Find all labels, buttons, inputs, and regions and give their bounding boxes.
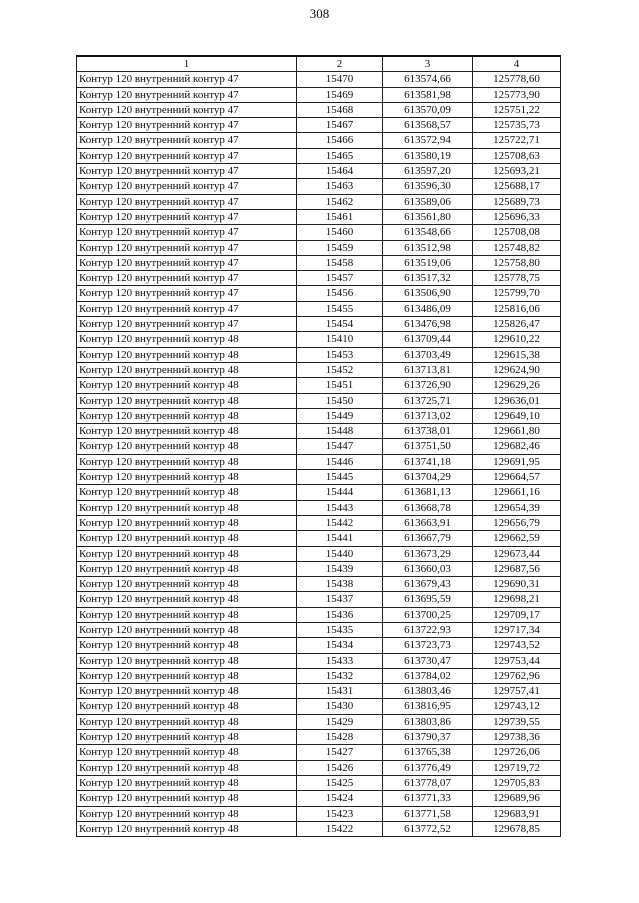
y-coordinate-cell: 129664,57 [473,470,561,485]
x-coordinate-cell: 613816,95 [383,699,473,714]
point-number-cell: 15449 [297,408,383,423]
x-coordinate-cell: 613561,80 [383,209,473,224]
table-row [77,745,561,760]
y-coordinate-cell: 129690,31 [473,577,561,592]
point-number-cell: 15448 [297,424,383,439]
point-number-cell: 15450 [297,393,383,408]
x-coordinate-cell: 613695,59 [383,592,473,607]
contour-name-cell: Контур 120 внутренний контур 48 [77,531,297,546]
table-row [77,148,561,163]
y-coordinate-cell: 129678,85 [473,821,561,836]
x-coordinate-cell: 613723,73 [383,638,473,653]
contour-name-cell: Контур 120 внутренний контур 47 [77,301,297,316]
x-coordinate-cell: 613679,43 [383,577,473,592]
point-number-cell: 15455 [297,301,383,316]
table-row [77,332,561,347]
contour-name-cell: Контур 120 внутренний контур 47 [77,286,297,301]
contour-name-cell: Контур 120 внутренний контур 48 [77,515,297,530]
contour-name-cell: Контур 120 внутренний контур 48 [77,408,297,423]
y-coordinate-cell: 129738,36 [473,730,561,745]
x-coordinate-cell: 613713,81 [383,362,473,377]
y-coordinate-cell: 129610,22 [473,332,561,347]
page-number: 308 [309,6,330,21]
x-coordinate-cell: 613589,06 [383,194,473,209]
point-number-cell: 15465 [297,148,383,163]
point-number-cell: 15440 [297,546,383,561]
x-coordinate-cell: 613778,07 [383,775,473,790]
contour-name-cell: Контур 120 внутренний контур 48 [77,577,297,592]
contour-name-cell: Контур 120 внутренний контур 48 [77,638,297,653]
x-coordinate-cell: 613772,52 [383,821,473,836]
y-coordinate-cell: 125826,47 [473,317,561,332]
contour-name-cell: Контур 120 внутренний контур 47 [77,164,297,179]
y-coordinate-cell: 125778,75 [473,271,561,286]
table-row [77,102,561,117]
x-coordinate-cell: 613784,02 [383,668,473,683]
point-number-cell: 15469 [297,87,383,102]
table-row [77,806,561,821]
x-coordinate-cell: 613730,47 [383,653,473,668]
table-row [77,347,561,362]
table-row [77,607,561,622]
contour-name-cell: Контур 120 внутренний контур 48 [77,821,297,836]
contour-name-cell: Контур 120 внутренний контур 48 [77,622,297,637]
contour-name-cell: Контур 120 внутренний контур 48 [77,775,297,790]
point-number-cell: 15432 [297,668,383,683]
x-coordinate-cell: 613700,25 [383,607,473,622]
y-coordinate-cell: 125689,73 [473,194,561,209]
x-coordinate-cell: 613776,49 [383,760,473,775]
contour-name-cell: Контур 120 внутренний контур 48 [77,347,297,362]
y-coordinate-cell: 125748,82 [473,240,561,255]
x-coordinate-cell: 613668,78 [383,500,473,515]
table-row [77,791,561,806]
table-row [77,118,561,133]
y-coordinate-cell: 129719,72 [473,760,561,775]
table-row [77,164,561,179]
point-number-cell: 15445 [297,470,383,485]
x-coordinate-cell: 613660,03 [383,561,473,576]
table-row [77,87,561,102]
contour-name-cell: Контур 120 внутренний контур 47 [77,148,297,163]
y-coordinate-cell: 125688,17 [473,179,561,194]
table-row [77,821,561,836]
y-coordinate-cell: 129629,26 [473,378,561,393]
point-number-cell: 15458 [297,255,383,270]
x-coordinate-cell: 613725,71 [383,393,473,408]
x-coordinate-cell: 613738,01 [383,424,473,439]
contour-name-cell: Контур 120 внутренний контур 48 [77,332,297,347]
point-number-cell: 15453 [297,347,383,362]
point-number-cell: 15422 [297,821,383,836]
x-coordinate-cell: 613486,09 [383,301,473,316]
x-coordinate-cell: 613580,19 [383,148,473,163]
contour-name-cell: Контур 120 внутренний контур 48 [77,439,297,454]
point-number-cell: 15426 [297,760,383,775]
point-number-cell: 15424 [297,791,383,806]
contour-name-cell: Контур 120 внутренний контур 48 [77,500,297,515]
table-row [77,638,561,653]
table-row [77,194,561,209]
table-row [77,714,561,729]
x-coordinate-cell: 613663,91 [383,515,473,530]
y-coordinate-cell: 129654,39 [473,500,561,515]
y-coordinate-cell: 129705,83 [473,775,561,790]
header-col-1: 1 [77,56,297,72]
point-number-cell: 15433 [297,653,383,668]
point-number-cell: 15444 [297,485,383,500]
y-coordinate-cell: 129757,41 [473,684,561,699]
table-row [77,454,561,469]
y-coordinate-cell: 129636,01 [473,393,561,408]
header-col-3: 3 [383,56,473,72]
header-col-4: 4 [473,56,561,72]
point-number-cell: 15437 [297,592,383,607]
table-row [77,209,561,224]
y-coordinate-cell: 129726,06 [473,745,561,760]
contour-name-cell: Контур 120 внутренний контур 48 [77,454,297,469]
table-row [77,730,561,745]
contour-name-cell: Контур 120 внутренний контур 48 [77,362,297,377]
point-number-cell: 15430 [297,699,383,714]
point-number-cell: 15438 [297,577,383,592]
table-row [77,760,561,775]
contour-name-cell: Контур 120 внутренний контур 47 [77,240,297,255]
contour-name-cell: Контур 120 внутренний контур 48 [77,424,297,439]
contour-name-cell: Контур 120 внутренний контур 47 [77,194,297,209]
x-coordinate-cell: 613570,09 [383,102,473,117]
x-coordinate-cell: 613751,50 [383,439,473,454]
header-col-2: 2 [297,56,383,72]
x-coordinate-cell: 613506,90 [383,286,473,301]
x-coordinate-cell: 613568,57 [383,118,473,133]
y-coordinate-cell: 129673,44 [473,546,561,561]
table-row [77,653,561,668]
y-coordinate-cell: 129624,90 [473,362,561,377]
point-number-cell: 15468 [297,102,383,117]
y-coordinate-cell: 129682,46 [473,439,561,454]
table-row [77,286,561,301]
y-coordinate-cell: 125773,90 [473,87,561,102]
y-coordinate-cell: 129698,21 [473,592,561,607]
y-coordinate-cell: 129739,55 [473,714,561,729]
point-number-cell: 15452 [297,362,383,377]
table-header-row [77,56,561,72]
table-row [77,500,561,515]
y-coordinate-cell: 125758,80 [473,255,561,270]
x-coordinate-cell: 613519,06 [383,255,473,270]
point-number-cell: 15410 [297,332,383,347]
y-coordinate-cell: 125722,71 [473,133,561,148]
y-coordinate-cell: 129709,17 [473,607,561,622]
x-coordinate-cell: 613581,98 [383,87,473,102]
x-coordinate-cell: 613667,79 [383,531,473,546]
table-row [77,317,561,332]
y-coordinate-cell: 125696,33 [473,209,561,224]
y-coordinate-cell: 129661,80 [473,424,561,439]
table-row [77,225,561,240]
table-row [77,424,561,439]
contour-name-cell: Контур 120 внутренний контур 47 [77,118,297,133]
x-coordinate-cell: 613597,20 [383,164,473,179]
contour-name-cell: Контур 120 внутренний контур 47 [77,102,297,117]
table-row [77,546,561,561]
table-row [77,179,561,194]
point-number-cell: 15435 [297,622,383,637]
point-number-cell: 15423 [297,806,383,821]
contour-name-cell: Контур 120 внутренний контур 47 [77,133,297,148]
point-number-cell: 15429 [297,714,383,729]
table-row [77,133,561,148]
table-row [77,531,561,546]
table-row [77,592,561,607]
point-number-cell: 15431 [297,684,383,699]
contour-name-cell: Контур 120 внутренний контур 47 [77,87,297,102]
y-coordinate-cell: 129691,95 [473,454,561,469]
table-body [77,72,561,837]
x-coordinate-cell: 613681,13 [383,485,473,500]
contour-name-cell: Контур 120 внутренний контур 48 [77,760,297,775]
contour-name-cell: Контур 120 внутренний контур 48 [77,745,297,760]
x-coordinate-cell: 613803,46 [383,684,473,699]
point-number-cell: 15463 [297,179,383,194]
y-coordinate-cell: 129743,12 [473,699,561,714]
point-number-cell: 15447 [297,439,383,454]
point-number-cell: 15457 [297,271,383,286]
y-coordinate-cell: 125778,60 [473,72,561,87]
contour-name-cell: Контур 120 внутренний контур 47 [77,179,297,194]
x-coordinate-cell: 613741,18 [383,454,473,469]
contour-name-cell: Контур 120 внутренний контур 48 [77,546,297,561]
y-coordinate-cell: 125816,06 [473,301,561,316]
point-number-cell: 15439 [297,561,383,576]
table-row [77,668,561,683]
x-coordinate-cell: 613512,98 [383,240,473,255]
y-coordinate-cell: 129743,52 [473,638,561,653]
point-number-cell: 15460 [297,225,383,240]
y-coordinate-cell: 129683,91 [473,806,561,821]
contour-name-cell: Контур 120 внутренний контур 48 [77,668,297,683]
point-number-cell: 15451 [297,378,383,393]
contour-name-cell: Контур 120 внутренний контур 48 [77,791,297,806]
contour-name-cell: Контур 120 внутренний контур 47 [77,255,297,270]
table-row [77,72,561,87]
table-row [77,255,561,270]
point-number-cell: 15436 [297,607,383,622]
point-number-cell: 15459 [297,240,383,255]
y-coordinate-cell: 129615,38 [473,347,561,362]
y-coordinate-cell: 125693,21 [473,164,561,179]
y-coordinate-cell: 129661,16 [473,485,561,500]
table-row [77,561,561,576]
point-number-cell: 15434 [297,638,383,653]
contour-name-cell: Контур 120 внутренний контур 47 [77,271,297,286]
y-coordinate-cell: 129762,96 [473,668,561,683]
table-row [77,408,561,423]
contour-name-cell: Контур 120 внутренний контур 48 [77,470,297,485]
contour-name-cell: Контур 120 внутренний контур 48 [77,607,297,622]
point-number-cell: 15454 [297,317,383,332]
point-number-cell: 15427 [297,745,383,760]
x-coordinate-cell: 613726,90 [383,378,473,393]
table-row [77,378,561,393]
x-coordinate-cell: 613790,37 [383,730,473,745]
x-coordinate-cell: 613713,02 [383,408,473,423]
table-row [77,439,561,454]
contour-name-cell: Контур 120 внутренний контур 48 [77,730,297,745]
x-coordinate-cell: 613771,58 [383,806,473,821]
contour-name-cell: Контур 120 внутренний контур 47 [77,209,297,224]
y-coordinate-cell: 129662,59 [473,531,561,546]
table-row [77,699,561,714]
x-coordinate-cell: 613704,29 [383,470,473,485]
x-coordinate-cell: 613596,30 [383,179,473,194]
x-coordinate-cell: 613673,29 [383,546,473,561]
y-coordinate-cell: 129656,79 [473,515,561,530]
y-coordinate-cell: 129753,44 [473,653,561,668]
table-row [77,301,561,316]
y-coordinate-cell: 129687,56 [473,561,561,576]
point-number-cell: 15467 [297,118,383,133]
contour-name-cell: Контур 120 внутренний контур 47 [77,317,297,332]
contour-name-cell: Контур 120 внутренний контур 47 [77,72,297,87]
table-row [77,775,561,790]
x-coordinate-cell: 613803,86 [383,714,473,729]
point-number-cell: 15461 [297,209,383,224]
table-row [77,470,561,485]
y-coordinate-cell: 125708,08 [473,225,561,240]
point-number-cell: 15425 [297,775,383,790]
contour-name-cell: Контур 120 внутренний контур 48 [77,684,297,699]
point-number-cell: 15464 [297,164,383,179]
y-coordinate-cell: 129689,96 [473,791,561,806]
contour-name-cell: Контур 120 внутренний контур 48 [77,561,297,576]
contour-name-cell: Контур 120 внутренний контур 48 [77,699,297,714]
point-number-cell: 15441 [297,531,383,546]
x-coordinate-cell: 613476,98 [383,317,473,332]
x-coordinate-cell: 613765,38 [383,745,473,760]
x-coordinate-cell: 613709,44 [383,332,473,347]
contour-name-cell: Контур 120 внутренний контур 48 [77,393,297,408]
table-row [77,622,561,637]
x-coordinate-cell: 613703,49 [383,347,473,362]
x-coordinate-cell: 613771,33 [383,791,473,806]
y-coordinate-cell: 129717,34 [473,622,561,637]
point-number-cell: 15442 [297,515,383,530]
table-row [77,362,561,377]
point-number-cell: 15462 [297,194,383,209]
contour-name-cell: Контур 120 внутренний контур 48 [77,592,297,607]
point-number-cell: 15456 [297,286,383,301]
contour-name-cell: Контур 120 внутренний контур 48 [77,653,297,668]
point-number-cell: 15446 [297,454,383,469]
coordinates-table [76,55,561,837]
x-coordinate-cell: 613517,32 [383,271,473,286]
table-row [77,393,561,408]
table-row [77,684,561,699]
y-coordinate-cell: 125799,70 [473,286,561,301]
x-coordinate-cell: 613574,66 [383,72,473,87]
table-row [77,577,561,592]
table-row [77,485,561,500]
x-coordinate-cell: 613722,93 [383,622,473,637]
table-row [77,515,561,530]
x-coordinate-cell: 613572,94 [383,133,473,148]
table-row [77,271,561,286]
y-coordinate-cell: 129649,10 [473,408,561,423]
contour-name-cell: Контур 120 внутренний контур 48 [77,378,297,393]
point-number-cell: 15466 [297,133,383,148]
y-coordinate-cell: 125735,73 [473,118,561,133]
contour-name-cell: Контур 120 внутренний контур 48 [77,714,297,729]
y-coordinate-cell: 125708,63 [473,148,561,163]
point-number-cell: 15443 [297,500,383,515]
point-number-cell: 15470 [297,72,383,87]
contour-name-cell: Контур 120 внутренний контур 48 [77,485,297,500]
table-row [77,240,561,255]
contour-name-cell: Контур 120 внутренний контур 48 [77,806,297,821]
contour-name-cell: Контур 120 внутренний контур 47 [77,225,297,240]
y-coordinate-cell: 125751,22 [473,102,561,117]
point-number-cell: 15428 [297,730,383,745]
x-coordinate-cell: 613548,66 [383,225,473,240]
